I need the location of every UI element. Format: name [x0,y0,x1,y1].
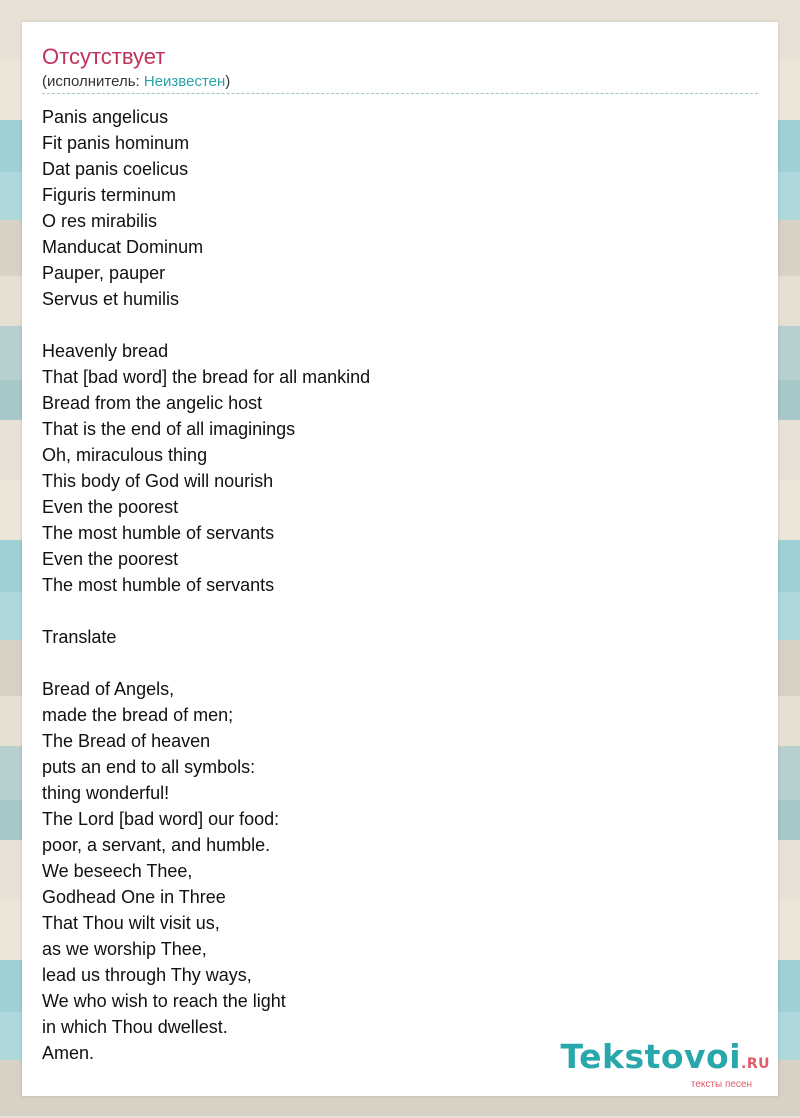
lyric-line: Servus et humilis [42,289,180,309]
lyric-line: Even the poorest [42,497,179,517]
lyric-line: We who wish to reach the light [42,991,286,1011]
lyric-line: lead us through Thy ways, [42,965,252,985]
lyric-line: Amen. [42,1043,95,1063]
lyric-line: Figuris terminum [42,185,177,205]
artist-suffix: ) [225,73,231,90]
lyrics-body [42,104,370,1066]
lyric-blank-line [42,650,370,676]
lyric-line: in which Thou dwellest. [42,1017,228,1037]
lyric-line: We beseech Thee, [42,861,193,881]
lyric-line: Heavenly bread [42,341,169,361]
lyric-line: as we worship Thee, [42,939,207,959]
lyric-line: That is the end of all imaginings [42,419,296,439]
lyric-line: O res mirabilis [42,211,158,231]
lyric-line: made the bread of men; [42,705,234,725]
lyric-line: Bread of Angels, [42,679,175,699]
lyric-line: Translate [42,627,117,647]
site-logo[interactable] [560,1039,770,1090]
lyric-line: poor, a servant, and humble. [42,835,271,855]
lyrics-page [22,22,778,1096]
lyric-line: That Thou wilt visit us, [42,913,220,933]
lyric-line: The Bread of heaven [42,731,211,751]
lyric-line: The Lord [bad word] our food: [42,809,280,829]
lyric-line: This body of God will nourish [42,471,274,491]
lyric-line: Panis angelicus [42,107,169,127]
lyric-line: Oh, miraculous thing [42,445,208,465]
lyric-line: Pauper, pauper [42,263,166,283]
artist-line [42,72,230,92]
lyric-line: The most humble of servants [42,523,275,543]
song-title: Отсутствует [42,44,166,69]
lyric-line: thing wonderful! [42,783,170,803]
lyric-line: Bread from the angelic host [42,393,263,413]
lyric-blank-line [42,312,370,338]
lyric-line: Even the poorest [42,549,179,569]
lyric-line: That [bad word] the bread for all mankind [42,367,371,387]
artist-prefix: (исполнитель: [42,73,144,90]
lyric-line: Dat panis coelicus [42,159,189,179]
lyric-line: puts an end to all symbols: [42,757,256,777]
title-divider [42,93,758,94]
lyric-line: Fit panis hominum [42,133,190,153]
lyric-blank-line [42,598,370,624]
lyric-line: The most humble of servants [42,575,275,595]
logo-domain: .RU [741,1056,770,1072]
lyric-line: Godhead One in Three [42,887,226,907]
logo-name: Tekstovoi [560,1037,742,1076]
lyric-line: Manducat Dominum [42,237,204,257]
artist-link[interactable]: Неизвестен [143,73,226,90]
logo-tagline: тексты песен [690,1079,752,1090]
